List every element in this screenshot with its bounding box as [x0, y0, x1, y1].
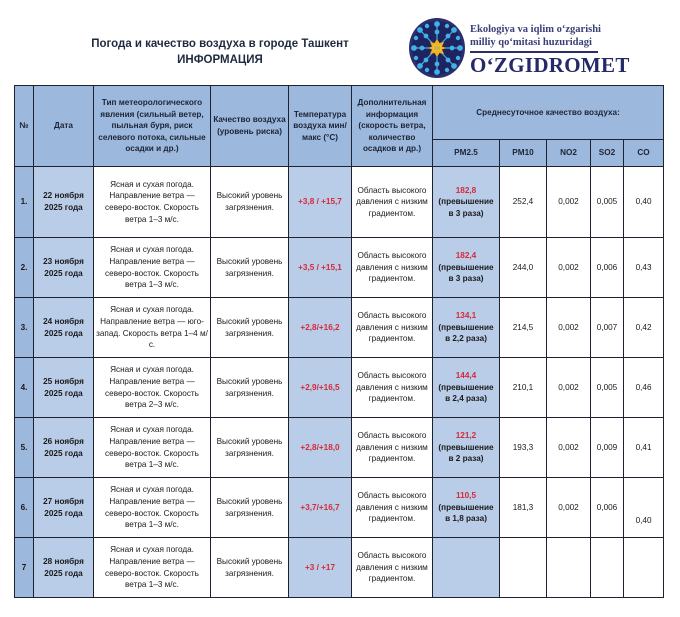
title-line-city: Погода и качество воздуха в городе Ташкент: [91, 38, 349, 50]
row-temperature: +2,8/+16,2: [289, 298, 352, 358]
row-pm10: 252,4: [500, 167, 547, 238]
row-pm10: 244,0: [500, 238, 547, 298]
row-extra-info: Область высокого давления с низким градиентом.: [352, 167, 433, 238]
col-header-num: №: [15, 86, 34, 167]
row-date: 22 ноября 2025 года: [34, 167, 94, 238]
row-so2: 0,007: [591, 298, 624, 358]
row-co: [624, 538, 664, 598]
table-row: [15, 538, 664, 598]
row-pm10: 181,3: [500, 478, 547, 538]
row-date: 26 ноября 2025 года: [34, 418, 94, 478]
row-extra-info: Область высокого давления с низким градиентом.: [352, 478, 433, 538]
row-so2: 0,006: [591, 478, 624, 538]
row-pm25: [433, 538, 500, 598]
row-no2: 0,002: [547, 358, 591, 418]
table-row: [15, 238, 664, 298]
col-header-avg-group: Среднесуточное качество воздуха:: [433, 86, 664, 140]
row-pm10: 193,3: [500, 418, 547, 478]
row-number: 7: [15, 538, 34, 598]
row-so2: [591, 538, 624, 598]
row-pm25: [433, 418, 500, 478]
title-line-info: ИНФОРМАЦИЯ: [177, 54, 263, 66]
row-weather: Ясная и сухая погода. Направление ветра — северо-восток. Скорость ветра 1–3 м/с.: [94, 238, 211, 298]
row-number: 3.: [15, 298, 34, 358]
row-co: 0,43: [624, 238, 664, 298]
report-title: [70, 36, 370, 68]
row-air-quality: Высокий уровень загрязнения.: [211, 418, 289, 478]
row-air-quality: Высокий уровень загрязнения.: [211, 298, 289, 358]
col-header-so2: SO2: [591, 140, 624, 167]
pm25-value: 110,5: [455, 491, 477, 501]
table-row: [15, 298, 664, 358]
pm25-exceedance-note: (превышение в 2,2 раза): [438, 322, 494, 344]
row-date: 28 ноября 2025 года: [34, 538, 94, 598]
table-row: [15, 418, 664, 478]
row-weather: Ясная и сухая погода. Направление ветра — северо-восток. Скорость ветра 1–3 м/с.: [94, 418, 211, 478]
logo-brand-name: O‘ZGIDROMET: [470, 53, 630, 77]
col-header-date: Дата: [34, 86, 94, 167]
row-air-quality: Высокий уровень загрязнения.: [211, 478, 289, 538]
row-air-quality: Высокий уровень загрязнения.: [211, 538, 289, 598]
row-co: 0,46: [624, 358, 664, 418]
pm25-value: 134,1: [455, 311, 477, 321]
col-header-pm10: PM10: [500, 140, 547, 167]
row-number: 6.: [15, 478, 34, 538]
row-temperature: +3,7/+16,7: [289, 478, 352, 538]
row-weather: Ясная и сухая погода. Направление ветра — северо-восток. Скорость ветра 1–3 м/с.: [94, 538, 211, 598]
row-temperature: +3 / +17: [289, 538, 352, 598]
pm25-value: 121,2: [455, 431, 477, 441]
table-row: [15, 167, 664, 238]
row-date: 25 ноября 2025 года: [34, 358, 94, 418]
row-pm10: 214,5: [500, 298, 547, 358]
row-extra-info: Область высокого давления с низким градиентом.: [352, 538, 433, 598]
row-air-quality: Высокий уровень загрязнения.: [211, 358, 289, 418]
row-pm10: [500, 538, 547, 598]
row-so2: 0,006: [591, 238, 624, 298]
pm25-value: 182,8: [455, 185, 477, 195]
row-air-quality: Высокий уровень загрязнения.: [211, 167, 289, 238]
row-temperature: +3,5 / +15,1: [289, 238, 352, 298]
row-pm25: [433, 478, 500, 538]
row-pm25: [433, 298, 500, 358]
row-co: 0,40: [624, 167, 664, 238]
row-no2: 0,002: [547, 298, 591, 358]
row-pm10: 210,1: [500, 358, 547, 418]
logo-committee-line2: milliy qo‘mitasi huzuridagi: [470, 37, 592, 48]
row-pm25: [433, 238, 500, 298]
row-so2: 0,009: [591, 418, 624, 478]
pm25-exceedance-note: (превышение в 3 раза): [438, 262, 494, 284]
col-header-weather: Тип метеорологического явления (сильный ветер, пыльная буря, риск селевого потока, сильные осадки и др.): [94, 86, 211, 167]
row-no2: 0,002: [547, 167, 591, 238]
row-temperature: +2,8/+18,0: [289, 418, 352, 478]
pm25-value: 182,4: [455, 251, 477, 261]
row-co: 0,42: [624, 298, 664, 358]
row-pm25: [433, 358, 500, 418]
table-header-row: [15, 86, 664, 140]
row-extra-info: Область высокого давления с низким градиентом.: [352, 358, 433, 418]
pm25-value: 144,4: [455, 371, 477, 381]
row-pm25: [433, 167, 500, 238]
row-no2: 0,002: [547, 418, 591, 478]
logo-committee-line1: Ekologiya va iqlim o‘zgarishi: [470, 24, 601, 35]
row-extra-info: Область высокого давления с низким градиентом.: [352, 238, 433, 298]
row-so2: 0,005: [591, 167, 624, 238]
row-extra-info: Область высокого давления с низким градиентом.: [352, 298, 433, 358]
pm25-exceedance-note: (превышение в 2,4 раза): [438, 382, 494, 404]
row-number: 4.: [15, 358, 34, 418]
row-temperature: +2,9/+16,5: [289, 358, 352, 418]
row-date: 24 ноября 2025 года: [34, 298, 94, 358]
air-quality-table: [14, 85, 664, 598]
col-header-quality: Качество воздуха (уровень риска): [211, 86, 289, 167]
col-header-temp: Температура воздуха мин/макс (°С): [289, 86, 352, 167]
pm25-exceedance-note: (превышение в 1,8 раза): [438, 502, 494, 524]
row-co: 0,41: [624, 418, 664, 478]
row-so2: 0,005: [591, 358, 624, 418]
row-weather: Ясная и сухая погода. Направление ветра — северо-восток. Скорость ветра 1–3 м/с.: [94, 167, 211, 238]
row-weather: Ясная и сухая погода. Направление ветра — юго-запад. Скорость ветра 1–4 м/с.: [94, 298, 211, 358]
row-temperature: +3,8 / +15,7: [289, 167, 352, 238]
table-row: [15, 478, 664, 538]
pm25-exceedance-note: (превышение в 2 раза): [438, 442, 494, 464]
row-air-quality: Высокий уровень загрязнения.: [211, 238, 289, 298]
row-no2: [547, 538, 591, 598]
col-header-co: CO: [624, 140, 664, 167]
row-number: 5.: [15, 418, 34, 478]
table-row: [15, 358, 664, 418]
row-date: 27 ноября 2025 года: [34, 478, 94, 538]
pm25-exceedance-note: (превышение в 3 раза): [438, 197, 494, 218]
row-co: 0,40: [624, 478, 664, 538]
row-date: 23 ноября 2025 года: [34, 238, 94, 298]
row-number: 2.: [15, 238, 34, 298]
uzgidromet-logo: [408, 17, 630, 79]
row-extra-info: Область высокого давления с низким градиентом.: [352, 418, 433, 478]
col-header-no2: NO2: [547, 140, 591, 167]
row-weather: Ясная и сухая погода. Направление ветра — северо-восток. Скорость ветра 2–3 м/с.: [94, 358, 211, 418]
uzgidromet-emblem-icon: [408, 17, 466, 79]
row-weather: Ясная и сухая погода. Направление ветра — северо-восток. Скорость ветра 1–3 м/с.: [94, 478, 211, 538]
row-number: 1.: [15, 167, 34, 238]
row-no2: 0,002: [547, 238, 591, 298]
row-no2: 0,002: [547, 478, 591, 538]
col-header-pm25: PM2.5: [433, 140, 500, 167]
col-header-extra: Дополнительная информация (скорость ветра, количество осадков и др.): [352, 86, 433, 167]
